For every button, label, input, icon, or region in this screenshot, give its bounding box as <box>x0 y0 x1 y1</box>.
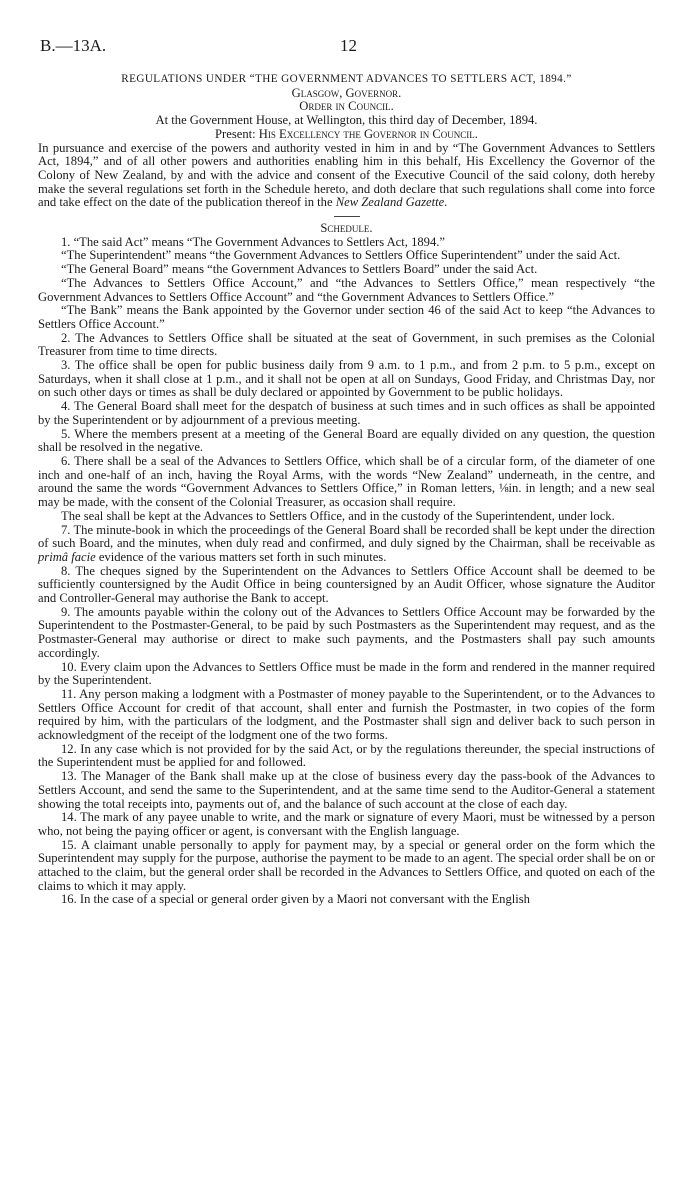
paragraph-7-text: 7. The minute-book in which the proceedings of the General Board shall be recorded shall be kept under the direction of such Board, and the minutes, when duly read and confirmed, and duly signed by the Chairman, shall be receivable as <box>38 522 655 551</box>
paragraph: 14. The mark of any payee unable to write, and the mark or signature of every Maori, must be witnessed by a person who, not being the paying officer or agent, is conversant with the English language. <box>38 810 655 838</box>
paragraph: “The Bank” means the Bank appointed by the Governor under section 46 of the said Act to keep “the Advances to Settlers Office Account.” <box>38 303 655 331</box>
paragraph: 9. The amounts payable within the colony out of the Advances to Settlers Office Account may be forwarded by the Superintendent to the Postmaster-General, to be paid by such Postmasters as the Superintendent may request, and as the Postmaster-General may authorise or direct to make such payments, and the Postmasters shall pay such amounts accordingly. <box>38 604 655 660</box>
document-body <box>38 72 655 907</box>
preamble-end: . <box>444 195 448 210</box>
present-line <box>38 128 655 142</box>
paragraph: The seal shall be kept at the Advances to Settlers Office, and in the custody of the Superintendent, under lock. <box>61 508 615 523</box>
paragraph: “The General Board” means “the Government Advances to Settlers Board” under the said Act. <box>61 262 538 277</box>
gazette-name: New Zealand Gazette <box>335 195 445 210</box>
place-date-line: At the Government House, at Wellington, this third day of December, 1894. <box>155 113 538 128</box>
paragraph: “The Advances to Settlers Office Account,” and “the Advances to Settlers Office,” mean respectively “the Government Advances to Settlers Office Account” and “the Government Advances to Settlers Office.” <box>38 275 655 304</box>
paragraph: 11. Any person making a lodgment with a Postmaster of money payable to the Superintendent, or to the Advances to Settlers Office Account for credit of that account, shall enter and furnish the Postmaster, in two copies of the form required by him, with the particulars of the lodgment, and the Postmaster shall sign and deliver back to such person in acknowledgment of the receipt of the lodgment one of the two forms. <box>38 686 655 743</box>
schedule-heading: Schedule. <box>320 221 373 236</box>
section-divider <box>334 216 360 217</box>
paragraph: 1. “The said Act” means “The Government Advances to Settlers Act, 1894.” <box>61 234 445 249</box>
paragraph: 6. There shall be a seal of the Advances to Settlers Office, which shall be of a circular form, of the diameter of one inch and one-half of an inch, having the Royal Arms, with the words “New Zealand” underneath, in the centre, and around the same the words “Government Advances to Settlers Office,” in Roman letters, ⅛in. in length; and a new seal may be made, with the consent of the Colonial Treasurer, as occasion shall require. <box>38 453 655 510</box>
paragraph: 13. The Manager of the Bank shall make up at the close of business every day the pass-book of the Advances to Settlers Account, and send the same to the Superintendent, and at the same time send to the Auditor-General a statement showing the total receipts into, payments out of, and the balance of such account at the close of each day. <box>38 769 655 811</box>
paragraph-7-italic: primâ facie <box>38 549 96 564</box>
paragraph: 10. Every claim upon the Advances to Settlers Office must be made in the form and rendered in the manner required by the Superintendent. <box>38 659 655 688</box>
paragraph: 2. The Advances to Settlers Office shall be situated at the seat of Government, in such premises as the Colonial Treasurer from time to time directs. <box>38 330 655 359</box>
preamble-text: In pursuance and exercise of the powers and authority vested in him in and by “The Government Advances to Settlers Act, 1894,” and of all other powers and authorities enabling him in this behalf, His Excellency the Governor of the Colony of New Zealand, by and with the advice and consent of the Executive Council of the said colony, doth hereby make the several regulations set forth in the Schedule hereto, and doth declare that such regulations shall come into force and take effect on the date of the publication thereof in the <box>38 140 655 210</box>
paragraph-7 <box>38 524 655 565</box>
paragraph: 4. The General Board shall meet for the despatch of business at such times and in such offices as shall be appointed by the Superintendent or by adjournment of a previous meeting. <box>38 399 655 427</box>
page-number: 12 <box>340 36 357 55</box>
paragraph: 5. Where the members present at a meeting of the General Board are equally divided on any question, the question shall be resolved in the negative. <box>38 426 655 455</box>
document-title: REGULATIONS UNDER “THE GOVERNMENT ADVANCES TO SETTLERS ACT, 1894.” <box>121 73 572 85</box>
present-label: Present: <box>215 126 256 141</box>
paragraph-7-end: evidence of the various matters set forth in such minutes. <box>98 549 387 564</box>
order-heading: Order in Council. <box>299 99 394 114</box>
paragraph: 15. A claimant unable personally to apply for payment may, by a special or general order on the form which the Superintendent may supply for the purpose, authorise the payment to be made to an agent. The special order shall be on or attached to the claim, but the general order shall be recorded in the Advances to Settlers Office, and quoted on each of the claims to which it may apply. <box>38 837 655 893</box>
paragraph: 16. In the case of a special or general order given by a Maori not conversant with the English <box>61 892 530 907</box>
preamble <box>38 142 655 211</box>
paragraph: 12. In any case which is not provided for by the said Act, or by the regulations thereunder, the special instructions of the Superintendent must be applied for and followed. <box>38 741 655 770</box>
paragraph: “The Superintendent” means “the Government Advances to Settlers Office Superintendent” under the said Act. <box>61 248 621 263</box>
present-text: His Excellency the Governor in Council. <box>258 126 478 141</box>
governor-line: Glasgow, Governor. <box>291 85 402 100</box>
document-reference: B.—13A. <box>40 36 107 55</box>
paragraph: 3. The office shall be open for public business daily from 9 a.m. to 1 p.m., and from 2 p.m. to 5 p.m., except on Saturdays, when it shall close at 1 p.m., and it shall not be open at all on Sundays, Good Friday, and Christmas Day, nor on such other days or times as shall be duly declared or appointed by Government to be public holidays. <box>38 358 655 400</box>
paragraph: 8. The cheques signed by the Superintendent on the Advances to Settlers Office Account shall be deemed to be sufficiently countersigned by the Audit Office in being countersigned by an Audit Officer, whose signature the Auditor and Controller-General may authorise the Bank to accept. <box>38 563 655 606</box>
page-header <box>40 36 660 60</box>
